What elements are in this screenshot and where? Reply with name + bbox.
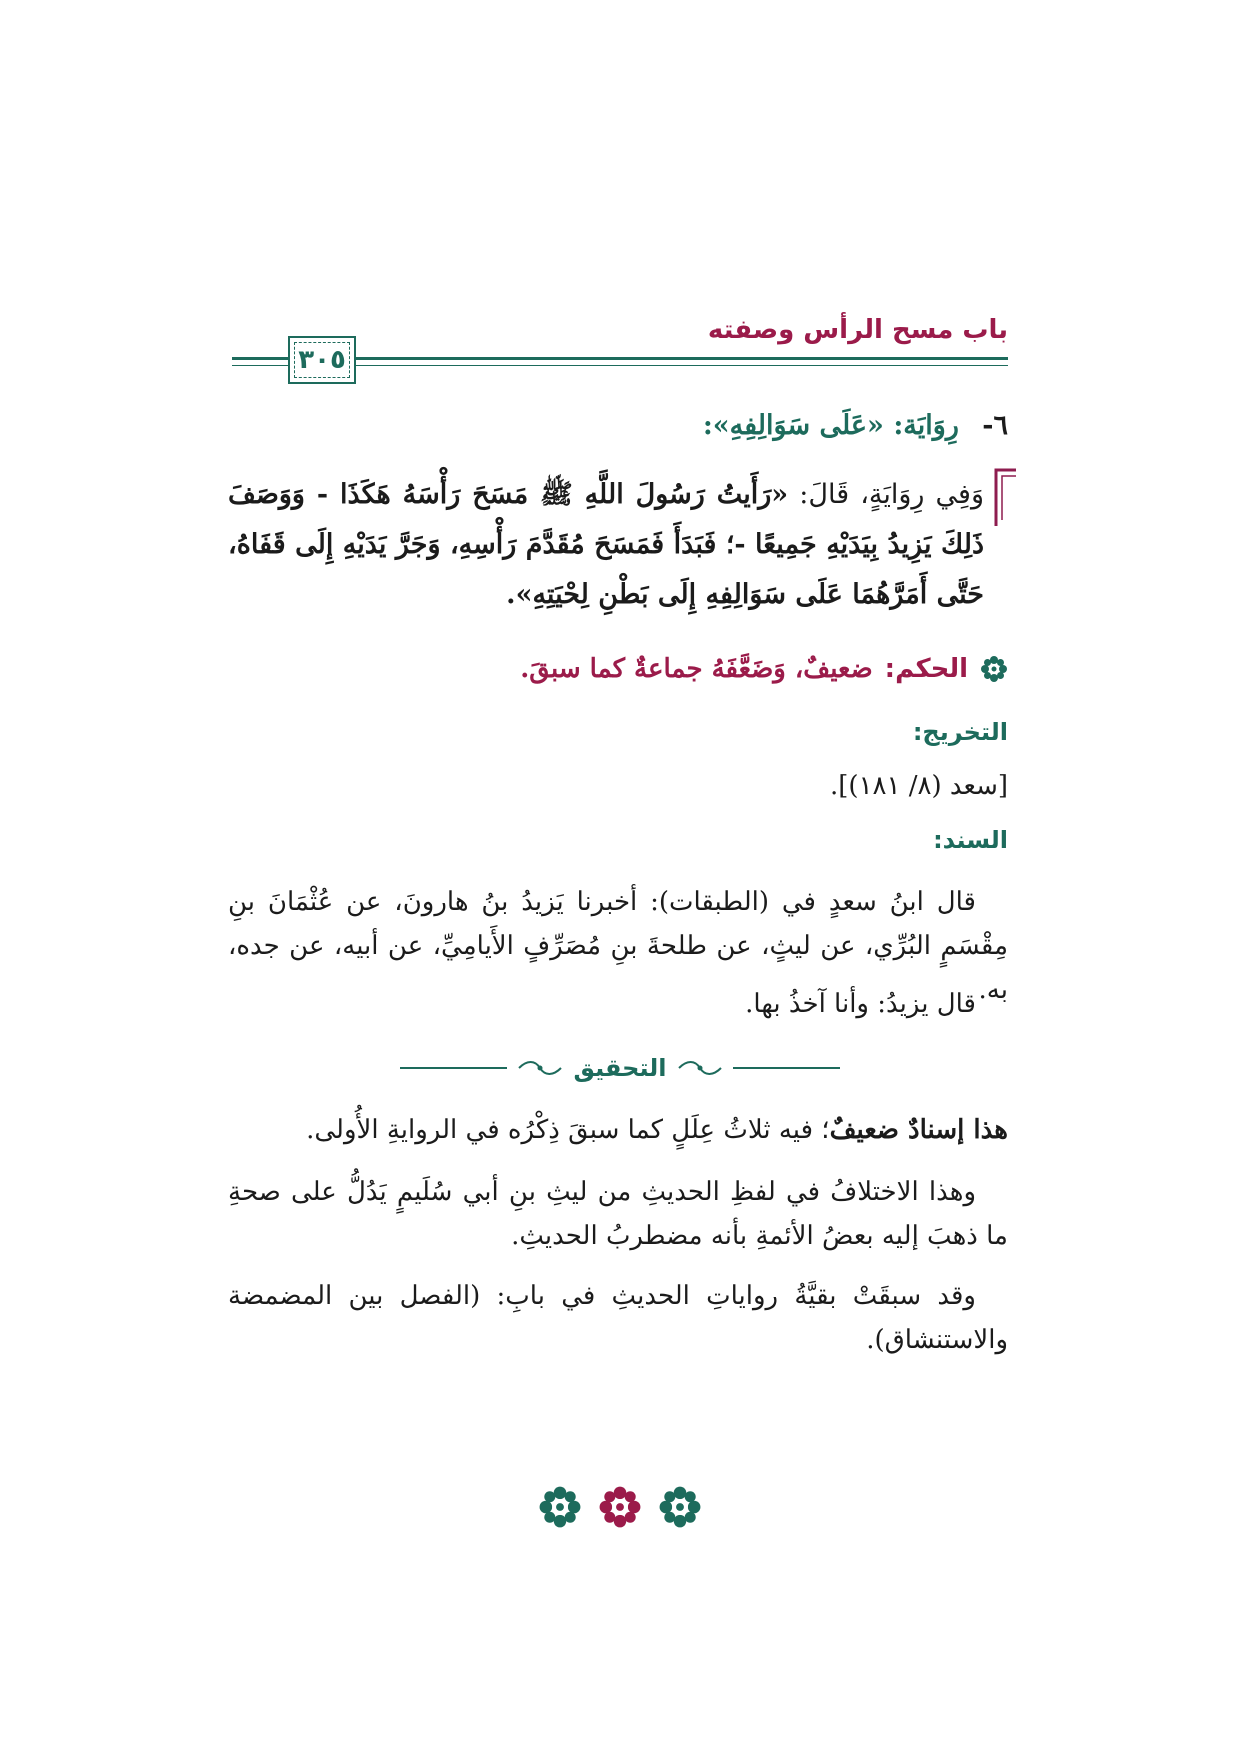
- takhrij-title: التخريج:: [912, 718, 1008, 746]
- tahqiq-paragraph-2: وهذا الاختلافُ في لفظِ الحديثِ من ليثِ بنِ أبي سُلَيمٍ يَدُلُّ على صحةِ ما ذهبَ إليه بعضُ الأئمةِ بأنه مضطربُ الحديثِ.: [228, 1177, 1008, 1251]
- tahqiq-p1-bold: هذا إسنادٌ ضعيفٌ: [829, 1115, 1008, 1145]
- tahqiq-paragraph-1: [228, 1108, 1008, 1152]
- divider-line-left: [400, 1067, 507, 1069]
- flower-ornament-icon: [980, 655, 1008, 683]
- ruling-text: ضعيفٌ، وَضَعَّفَهُ جماعةٌ كما سبقَ.: [520, 654, 873, 684]
- divider-line-right: [733, 1067, 840, 1069]
- hadith-text: [228, 470, 984, 620]
- section-title: رِوَايَة: «عَلَى سَوَالِفِهِ»:: [702, 410, 959, 441]
- sanad-text: قال ابنُ سعدٍ في (الطبقات): أخبرنا يَزيدُ بنُ هارونَ، عن عُثْمَانَ بنِ مِقْسَمٍ البُرِّي، عن ليثٍ، عن طلحةَ بنِ مُصَرِّفٍ الأَيامِيِّ، عن أبيه، عن جده، به.: [228, 887, 1008, 1005]
- divider-ornament-icon: [677, 1059, 723, 1077]
- ruling-label: الحكم:: [884, 654, 968, 684]
- hadith-intro: وَفِي رِوَايَةٍ، قَالَ:: [788, 479, 984, 510]
- end-ornaments: [0, 1485, 1240, 1531]
- quote-bracket-icon: [992, 468, 1018, 528]
- section-heading: [703, 410, 1008, 441]
- sanad-note: قال يزيدُ: وأنا آخذُ بها.: [745, 989, 976, 1019]
- hadith-body: «رَأَيتُ رَسُولَ اللَّهِ ﷺ مَسَحَ رَأْسَهُ هَكَذَا - وَوَصَفَ ذَلِكَ يَزِيدُ بِيَدَيْهِ جَمِيعًا -؛ فَبَدَأَ فَمَسَحَ مُقَدَّمَ رَأْسِهِ، وَجَرَّ يَدَيْهِ إِلَى قَفَاهُ، حَتَّى أَمَرَّهُمَا عَلَى سَوَالِفِهِ إِلَى بَطْنِ لِحْيَتِهِ».: [228, 479, 984, 610]
- page-number: ٣٠٥: [298, 345, 346, 375]
- tahqiq-divider: [400, 1048, 840, 1088]
- chapter-header-title: باب مسح الرأس وصفته: [707, 315, 1008, 345]
- flower-ornament-icon: [538, 1485, 582, 1529]
- tahqiq-paragraph-3: وقد سبقَتْ بقيَّةُ رواياتِ الحديثِ في بابِ: (الفصل بين المضمضة والاستنشاق).: [228, 1281, 1008, 1355]
- section-number: ٦-: [982, 410, 1008, 441]
- sanad-title: السند:: [933, 826, 1008, 854]
- divider-ornament-icon: [517, 1059, 563, 1077]
- flower-ornament-icon: [598, 1485, 642, 1529]
- flower-ornament-icon: [658, 1485, 702, 1529]
- tahqiq-p1-rest: ؛ فيه ثلاثُ عِلَلٍ كما سبقَ ذِكْرُه في الروايةِ الأُولى.: [306, 1115, 830, 1145]
- takhrij-text: [سعد (٨/ ١٨١)].: [830, 771, 1008, 801]
- page-number-badge: [288, 336, 356, 384]
- ruling-line: [520, 654, 1008, 684]
- tahqiq-title: التحقيق: [573, 1054, 667, 1082]
